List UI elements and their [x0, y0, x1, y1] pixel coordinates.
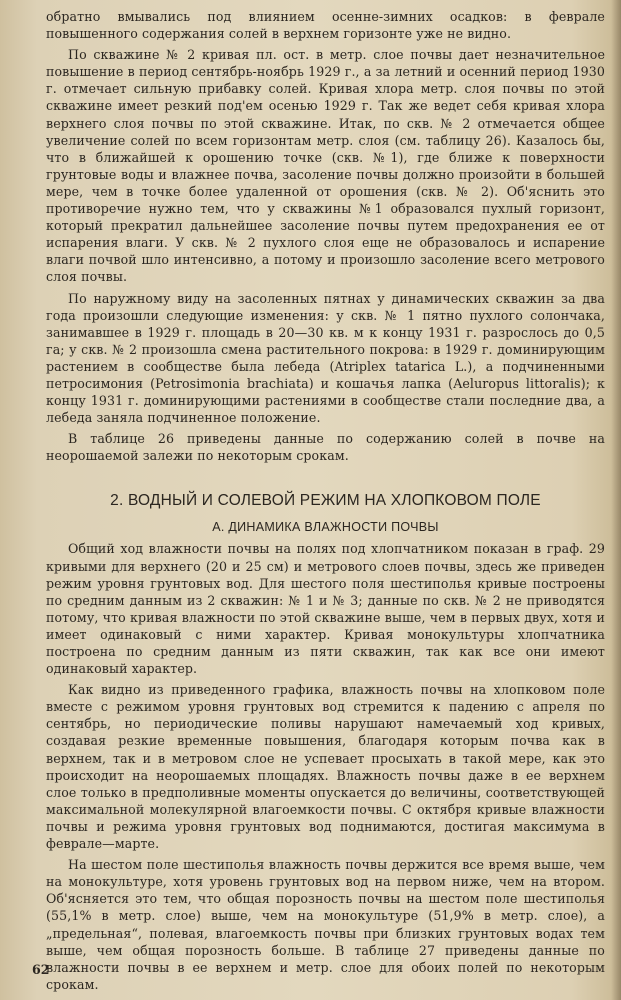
paragraph-well-2: По скважине № 2 кривая пл. ост. в метр. слое почвы дает незначительное повышение в период сентябрь-ноябрь 1929 г., а за летний и осенний период 1930 г. отмечает сильную прибавку солей. Кривая хлора метр. слоя почвы по этой скважине имеет резкий под'ем осенью 1929 г. Так же ведет себя кривая хлора верхнего слоя почвы по этой скважине. Итак, по скв. № 2 отмечается общее увеличение солей по всем горизонтам метр. слоя (см. таблицу 26). Казалось бы, что в ближайшей к орошению точке (скв. №1), где ближе к поверхности грунтовые воды и влажнее почва, засоление почвы должно произойти в большей мере, чем в точке более удаленной от орошения (скв. № 2). Об'яснить это противоречие нужно тем, что у скважины №1 образовался пухлый горизонт, который прекратил дальнейшее засоление почвы путем предохранения ее от испарения влаги. У скв. № 2 пухлого слоя еще не образовалось и испарение влаги почвой шло интенсивно, а потому и произошло засоление всего метрового слоя почвы.: [46, 47, 605, 285]
paragraph-sixth-field: На шестом поле шестиполья влажность почвы держится все время выше, чем на монокультуре, хотя уровень грунтовых вод на первом ниже, чем на втором. Об'ясняется это тем, что общая порозность почвы на шестом поле шестиполья (55,1% в метр. слое) выше, чем на монокультуре (51,9% в метр. слое), а „предельная“, полевая, влагоемкость почвы при близких грунтовых водах тем выше, чем общая порозность больше. В таблице 27 приведены данные по влажности почвы в ее верхнем и метр. слое для обоих полей по некоторым срокам.: [46, 857, 605, 992]
page-spine-shadow: [611, 0, 621, 1000]
paragraph-continuation: обратно вмывались под влиянием осенне-зимних осадков: в феврале повышенного содержания солей в верхнем горизонте уже не видно.: [46, 9, 605, 42]
paragraph-moisture-general: Общий ход влажности почвы на полях под хлопчатником показан в граф. 29 кривыми для верхнего (20 и 25 см) и метрового слоев почвы, здесь же приведен режим уровня грунтовых вод. Для шестого поля шестиполья кривые построены по средним данным из 2 скважин: № 1 и № 3; данные по скв. № 2 не приводятся потому, что кривая влажности по этой скважине выше, чем в первых двух, хотя и имеет одинаковый с ними характер. Кривая монокультуры хлопчатника построена по средним данным из пяти скважин, так как все они имеют одинаковый характер.: [46, 541, 605, 677]
paragraph-table-26: В таблице 26 приведены данные по содержанию солей в почве на неорошаемой залежи по некоторым срокам.: [46, 431, 605, 464]
paragraph-external-view: По наружному виду на засоленных пятнах у динамических скважин за два года произошли следующие изменения: у скв. № 1 пятно пухлого солончака, занимавшее в 1929 г. площадь в 20—30 кв. м к концу 1931 г. разрослось до 0,5 га; у скв. № 2 произошла смена растительного покрова: в 1929 г. доминирующим растением в сообществе была лебеда (Atriplex tatarica L.), а подчиненными петросимония (Petrosimonia brachiata) и кошачья лапка (Aeluropus littoralis); к концу 1931 г. доминирующими растениями в сообществе стали последние два, а лебеда заняла подчиненное положение.: [46, 290, 605, 426]
paragraph-moisture-graph: Как видно из приведенного графика, влажность почвы на хлопковом поле вместе с режимом уровня грунтовых вод стремится к падению с апреля по сентябрь, но периодические поливы нарушают намечаемый ход кривых, создавая резкие временные повышения, благодаря которым почва как в верхнем, так и в метровом слое не успевает просыхать в такой мере, как это происходит на неорошаемых площадях. Влажность почвы даже в ее верхнем слое только в предполивные моменты опускается до величины, соответствующей максимальной молекулярной влагоемкости почвы. С октября кривые влажности почвы и режима уровня грунтовых вод поднимаются, достигая максимума в феврале—марте.: [46, 682, 605, 852]
page-number: 62: [32, 962, 50, 977]
section-title: 2. ВОДНЫЙ И СОЛЕВОЙ РЕЖИМ НА ХЛОПКОВОМ ПОЛЕ: [110, 492, 541, 510]
subsection-title: А. ДИНАМИКА ВЛАЖНОСТИ ПОЧВЫ: [212, 520, 439, 535]
